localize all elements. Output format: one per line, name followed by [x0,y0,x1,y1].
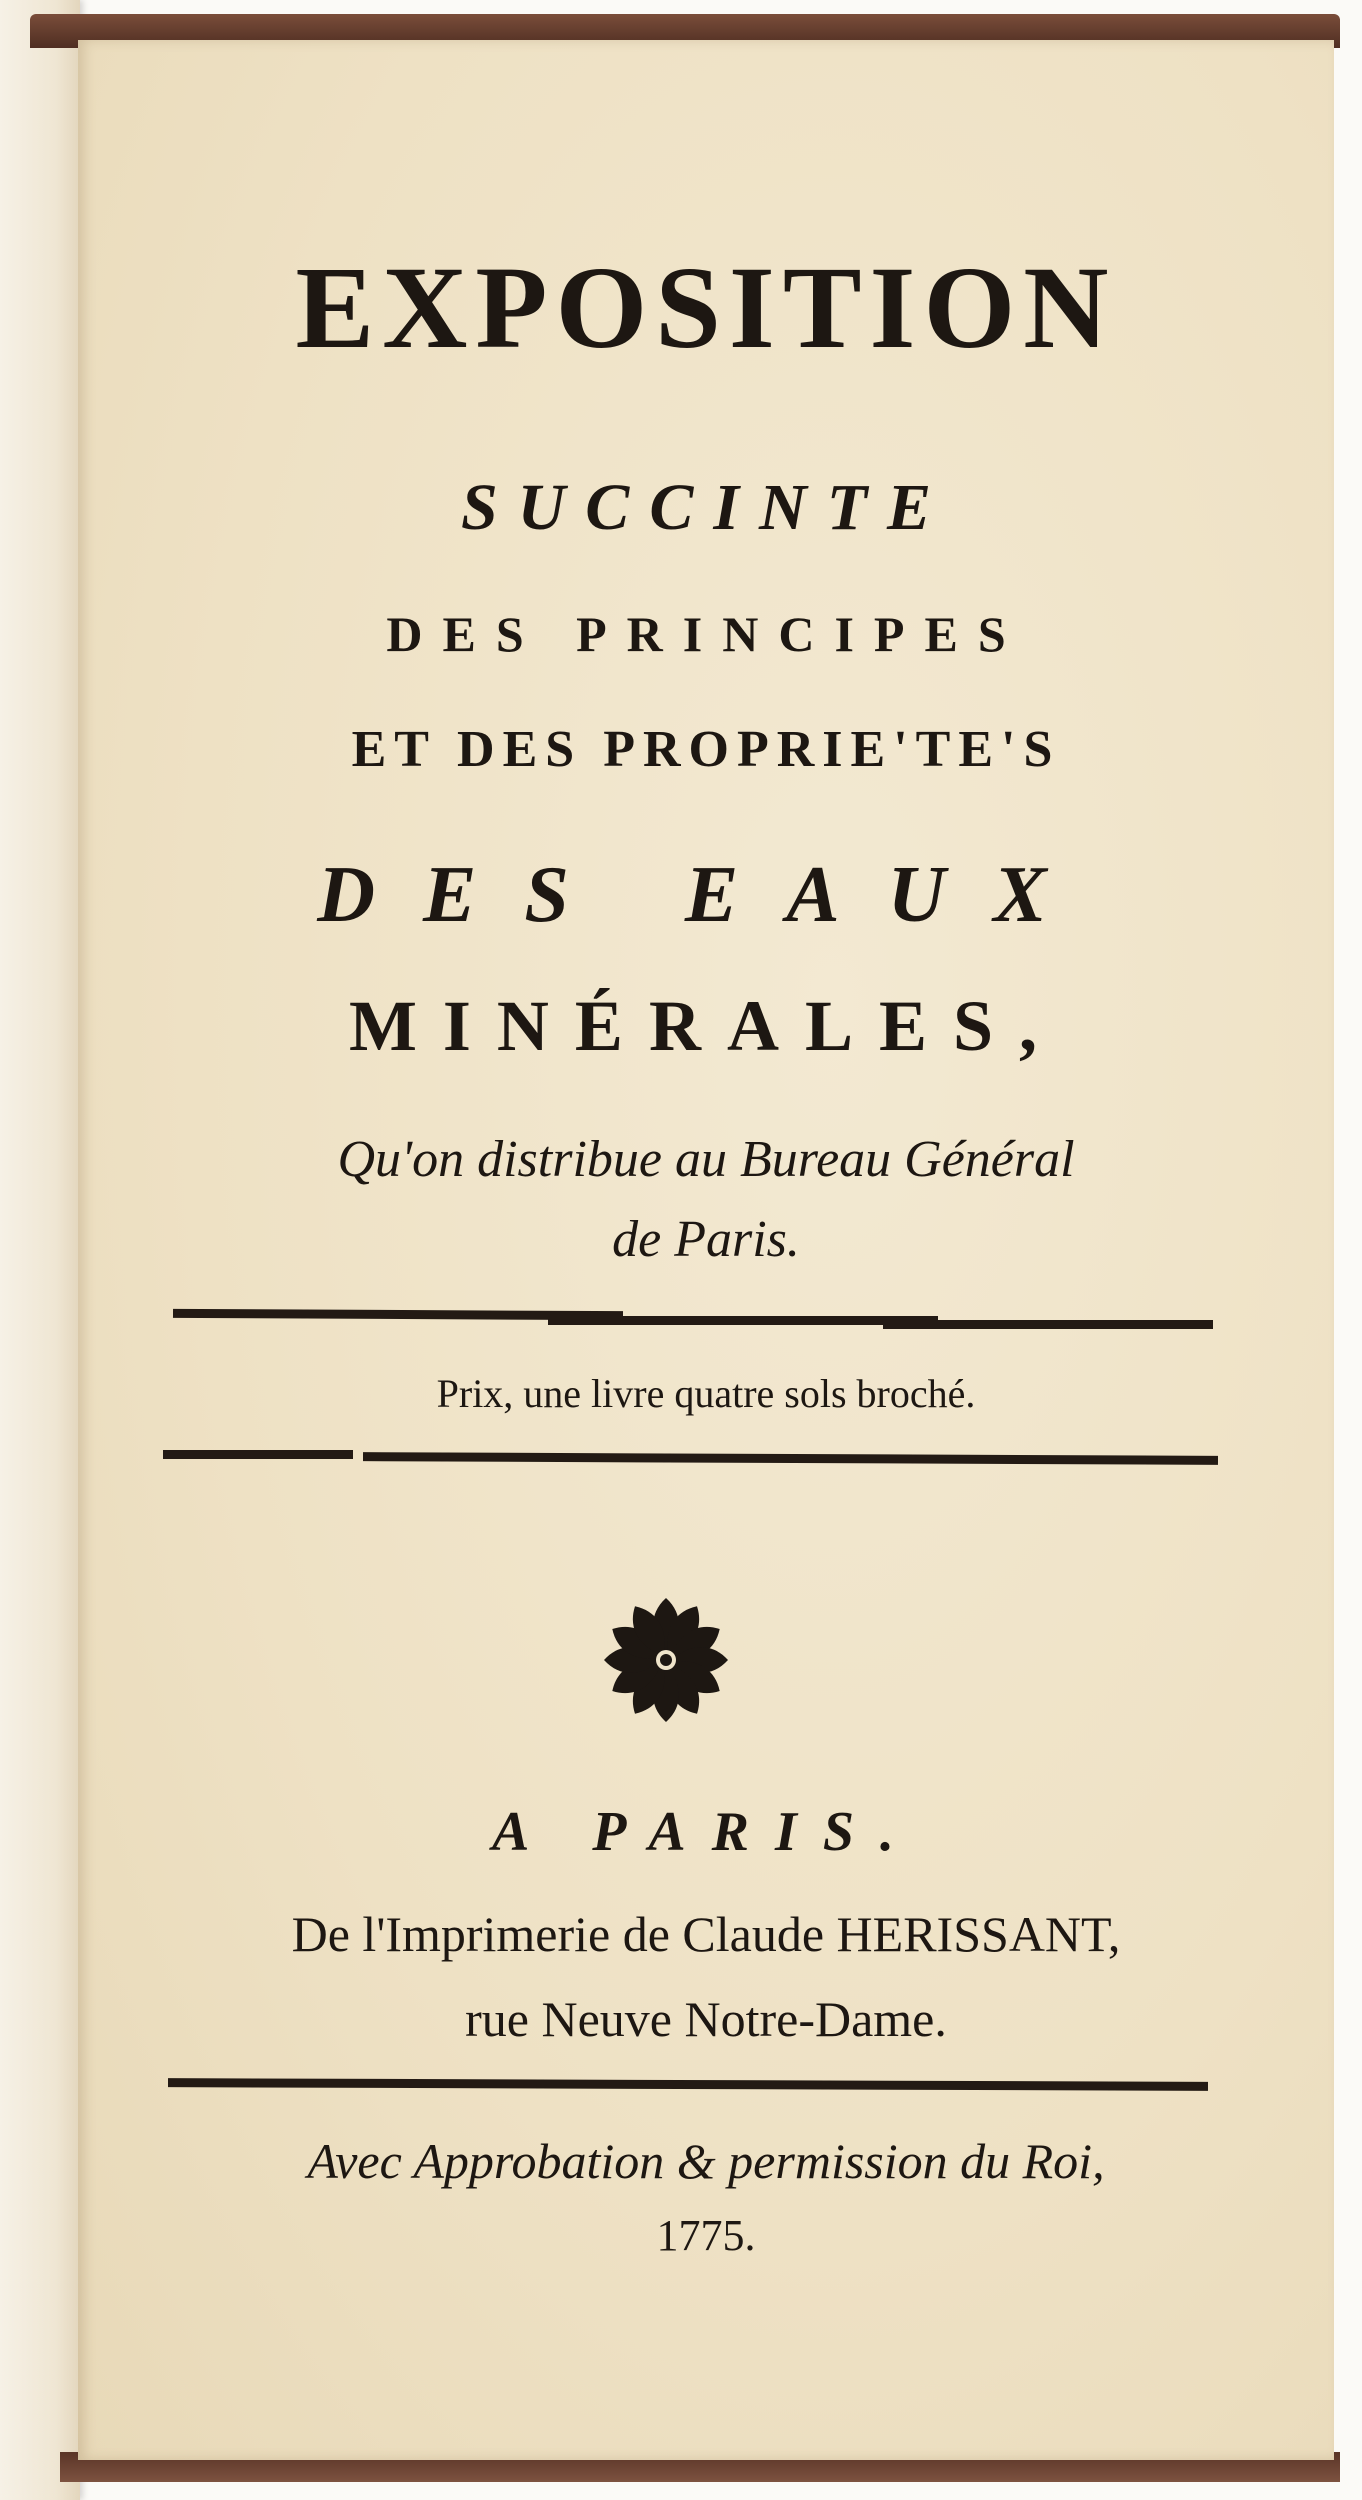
subtitle-proprietes: ET DES PROPRIE'TE'S [351,721,1061,778]
price-line: Prix, une livre quatre sols broché. [436,1371,976,1416]
subtitle-minerales: MINÉRALES, [348,986,1064,1066]
subtitle-principes: DES PRINCIPES [386,606,1026,662]
distribution-note: Qu'on distribue au Bureau Général [337,1131,1075,1188]
subtitle-succinte: SUCCINTE [460,471,952,544]
distribution-note-city: de Paris. [612,1211,800,1268]
publication-year: 1775. [656,2211,756,2260]
rule-bottom-segment-1 [163,1450,353,1459]
book-title: EXPOSITION [295,242,1117,373]
imprint-city: A PARIS. [492,1801,920,1863]
facing-page-edge [0,0,80,2500]
rule-top-segment-3 [883,1320,1213,1329]
printer-flower-icon [596,1590,736,1730]
title-page [78,40,1334,2460]
imprint-rule [168,2078,1208,2091]
rule-top-segment-2 [548,1316,938,1325]
royal-approbation: Avec Approbation & permission du Roi, [307,2133,1105,2189]
imprint-printer: De l'Imprimerie de Claude HERISSANT, [291,1906,1121,1962]
imprint-address: rue Neuve Notre-Dame. [465,1991,947,2047]
subtitle-eaux: DES EAUX [317,851,1095,939]
rule-bottom-segment-2 [363,1452,1218,1465]
